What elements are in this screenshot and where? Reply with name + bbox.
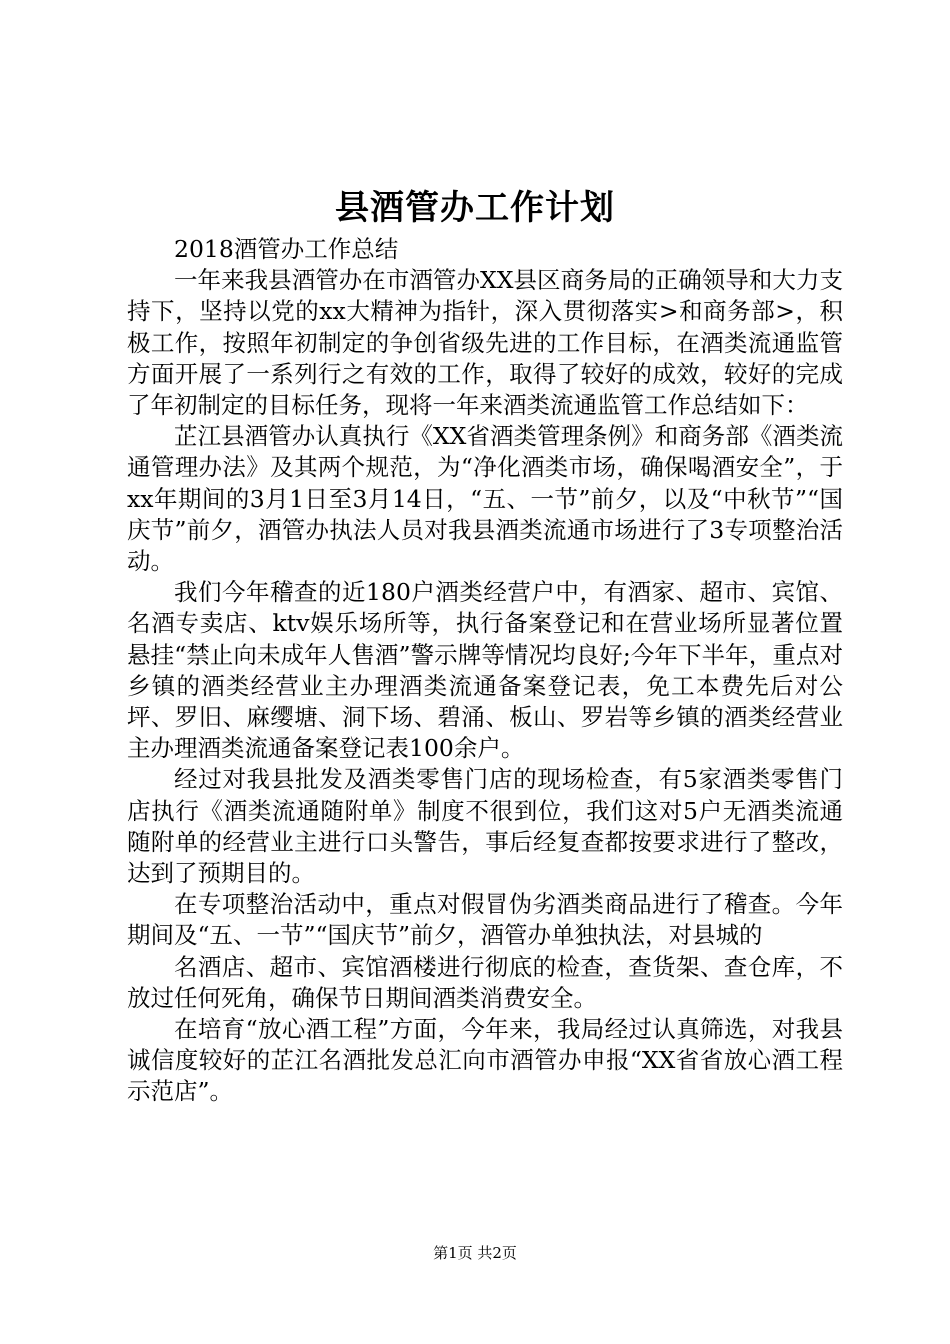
paragraph: 我们今年稽查的近180户酒类经营户中，有酒家、超市、宾馆、名酒专卖店、ktv娱乐场所等，执行备案登记和在营业场所显著位置悬挂“禁止向未成年人售酒”警示牌等情况均良好;今年下半年，重点对乡镇的酒类经营业主办理酒类流通备案登记表，免工本费先后对公坪、罗旧、麻缨塘、洞下场、碧涌、板山、罗岩等乡镇的酒类经营业主办理酒类流通备案登记表100余户。 <box>127 578 843 763</box>
document-subtitle: 2018酒管办工作总结 <box>174 235 399 263</box>
paragraph: 经过对我县批发及酒类零售门店的现场检查，有5家酒类零售门店执行《酒类流通随附单》制度不很到位，我们这对5户无酒类流通随附单的经营业主进行口头警告，事后经复查都按要求进行了整改，达到了预期目的。 <box>127 765 843 888</box>
paragraph: 芷江县酒管办认真执行《XX省酒类管理条例》和商务部《酒类流通管理办法》及其两个规范，为“净化酒类市场，确保喝酒安全”，于xx年期间的3月1日至3月14日，“五、一节”前夕，以及“中秋节”“国庆节”前夕，酒管办执法人员对我县酒类流通市场进行了3专项整治活动。 <box>127 422 843 576</box>
paragraph: 在培育“放心酒工程”方面，今年来，我局经过认真筛选，对我县诚信度较好的芷江名酒批发总汇向市酒管办申报“XX省省放心酒工程示范店”。 <box>127 1015 843 1106</box>
page-number-footer: 第1页 共2页 <box>433 1244 517 1262</box>
document-body <box>127 234 843 1108</box>
document-title: 县酒管办工作计划 <box>335 188 615 228</box>
paragraph: 一年来我县酒管办在市酒管办XX县区商务局的正确领导和大力支持下，坚持以党的xx大精神为指针，深入贯彻落实>和商务部>，积极工作，按照年初制定的争创省级先进的工作目标，在酒类流通监管方面开展了一系列行之有效的工作，取得了较好的成效，较好的完成了年初制定的目标任务，现将一年来酒类流通监管工作总结如下： <box>127 266 843 420</box>
paragraph: 名酒店、超市、宾馆酒楼进行彻底的检查，查货架、查仓库，不放过任何死角，确保节日期间酒类消费安全。 <box>127 952 843 1012</box>
paragraph: 在专项整治活动中，重点对假冒伪劣酒类商品进行了稽查。今年期间及“五、一节”“国庆节”前夕，酒管办单独执法，对县城的 <box>127 890 843 950</box>
